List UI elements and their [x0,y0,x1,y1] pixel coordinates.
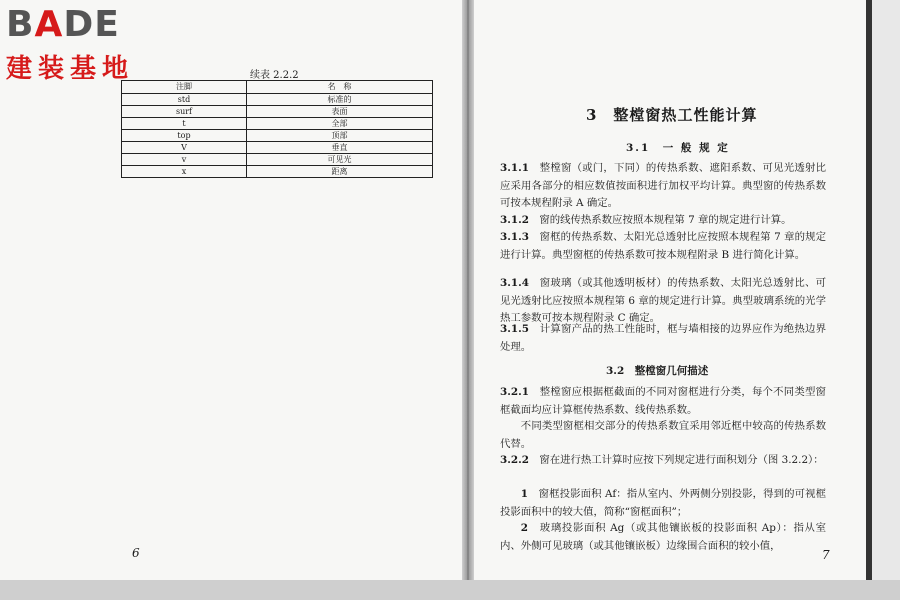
clause-3-1-4: 3.1.4 窗玻璃（或其他透明板材）的传热系数、太阳光总透射比、可见光透射比应按照本规程第 6 章的规定进行计算。典型玻璃系统的光学热工参数可按本规程附录 C 确定。 [500,277,826,324]
table-row [122,130,433,142]
logo-latin: BADE [6,4,120,45]
brand-logo [6,4,178,82]
clause-3-2-1-note: 不同类型窗框相交部分的传热系数宜采用邻近框中较高的传热系数代替。 [500,420,826,450]
table-row [122,142,433,154]
table-cell: 可见光 [247,154,433,166]
scan-border [0,580,900,600]
clause-3-1-1: 3.1.1 整樘窗（或门，下同）的传热系数、遮阳系数、可见光透射比应采用各部分的相应数值按面积进行加权平均计算。典型窗的传热系数可按本规程附录 A 确定。 [500,162,826,209]
clause-3-2-1: 3.2.1 整樘窗应根据框截面的不同对窗框进行分类，每个不同类型窗框截面均应计算框传热系数、线传热系数。 [500,386,826,416]
table-cell: 全部 [247,118,433,130]
table-row [122,118,433,130]
table-cell: 距离 [247,166,433,178]
section-heading-3-1: 3.1 一 般 规 定 [626,142,730,154]
table-cell: 垂直 [247,142,433,154]
page-number-left: 6 [132,546,140,560]
subscript-table [121,80,433,178]
clause-3-1-5: 3.1.5 计算窗产品的热工性能时，框与墙相接的边界应作为绝热边界处理。 [500,323,826,353]
table-header: 名 称 [247,81,433,94]
table-cell: surf [122,106,247,118]
table-header: 注脚 [122,81,247,94]
page-number-right: 7 [822,548,830,562]
table-row [122,166,433,178]
logo-chinese: 建装基地 [6,54,135,84]
list-item-2: 2 玻璃投影面积 Ag（或其他镶嵌板的投影面积 Ap）：指从室内、外侧可见玻璃（或其他镶嵌板）边缘围合面积的较小值， [500,522,827,552]
table-cell: x [122,166,247,178]
chapter-title: 3 整樘窗热工性能计算 [586,106,758,124]
table-cell: v [122,154,247,166]
table-cell: t [122,118,247,130]
book-gutter [462,0,474,582]
list-item-1: 1 窗框投影面积 Af：指从室内、外两侧分别投影，得到的可视框投影面积中的较大值，简称“窗框面积”； [500,488,827,518]
table-cell: top [122,130,247,142]
page-edge [866,0,872,582]
clause-3-2-2: 3.2.2 窗在进行热工计算时应按下列规定进行面积划分（图 3.2.2）： [500,454,824,466]
clause-3-1-3: 3.1.3 窗框的传热系数、太阳光总透射比应按照本规程第 7 章的规定进行计算。典型窗框的传热系数可按本规程附录 B 进行简化计算。 [500,231,827,261]
section-heading-3-2: 3.2 整樘窗几何描述 [606,365,709,377]
table-row [122,94,433,106]
table-cell: 顶部 [247,130,433,142]
table-cell: V [122,142,247,154]
table-cell: std [122,94,247,106]
table-cell: 标准的 [247,94,433,106]
table-caption: 续表 2.2.2 [250,70,299,81]
table-header-row [122,81,433,94]
table-cell: 表面 [247,106,433,118]
table-row [122,106,433,118]
table-row [122,154,433,166]
clause-3-1-2: 3.1.2 窗的线传热系数应按照本规程第 7 章的规定进行计算。 [500,214,792,226]
